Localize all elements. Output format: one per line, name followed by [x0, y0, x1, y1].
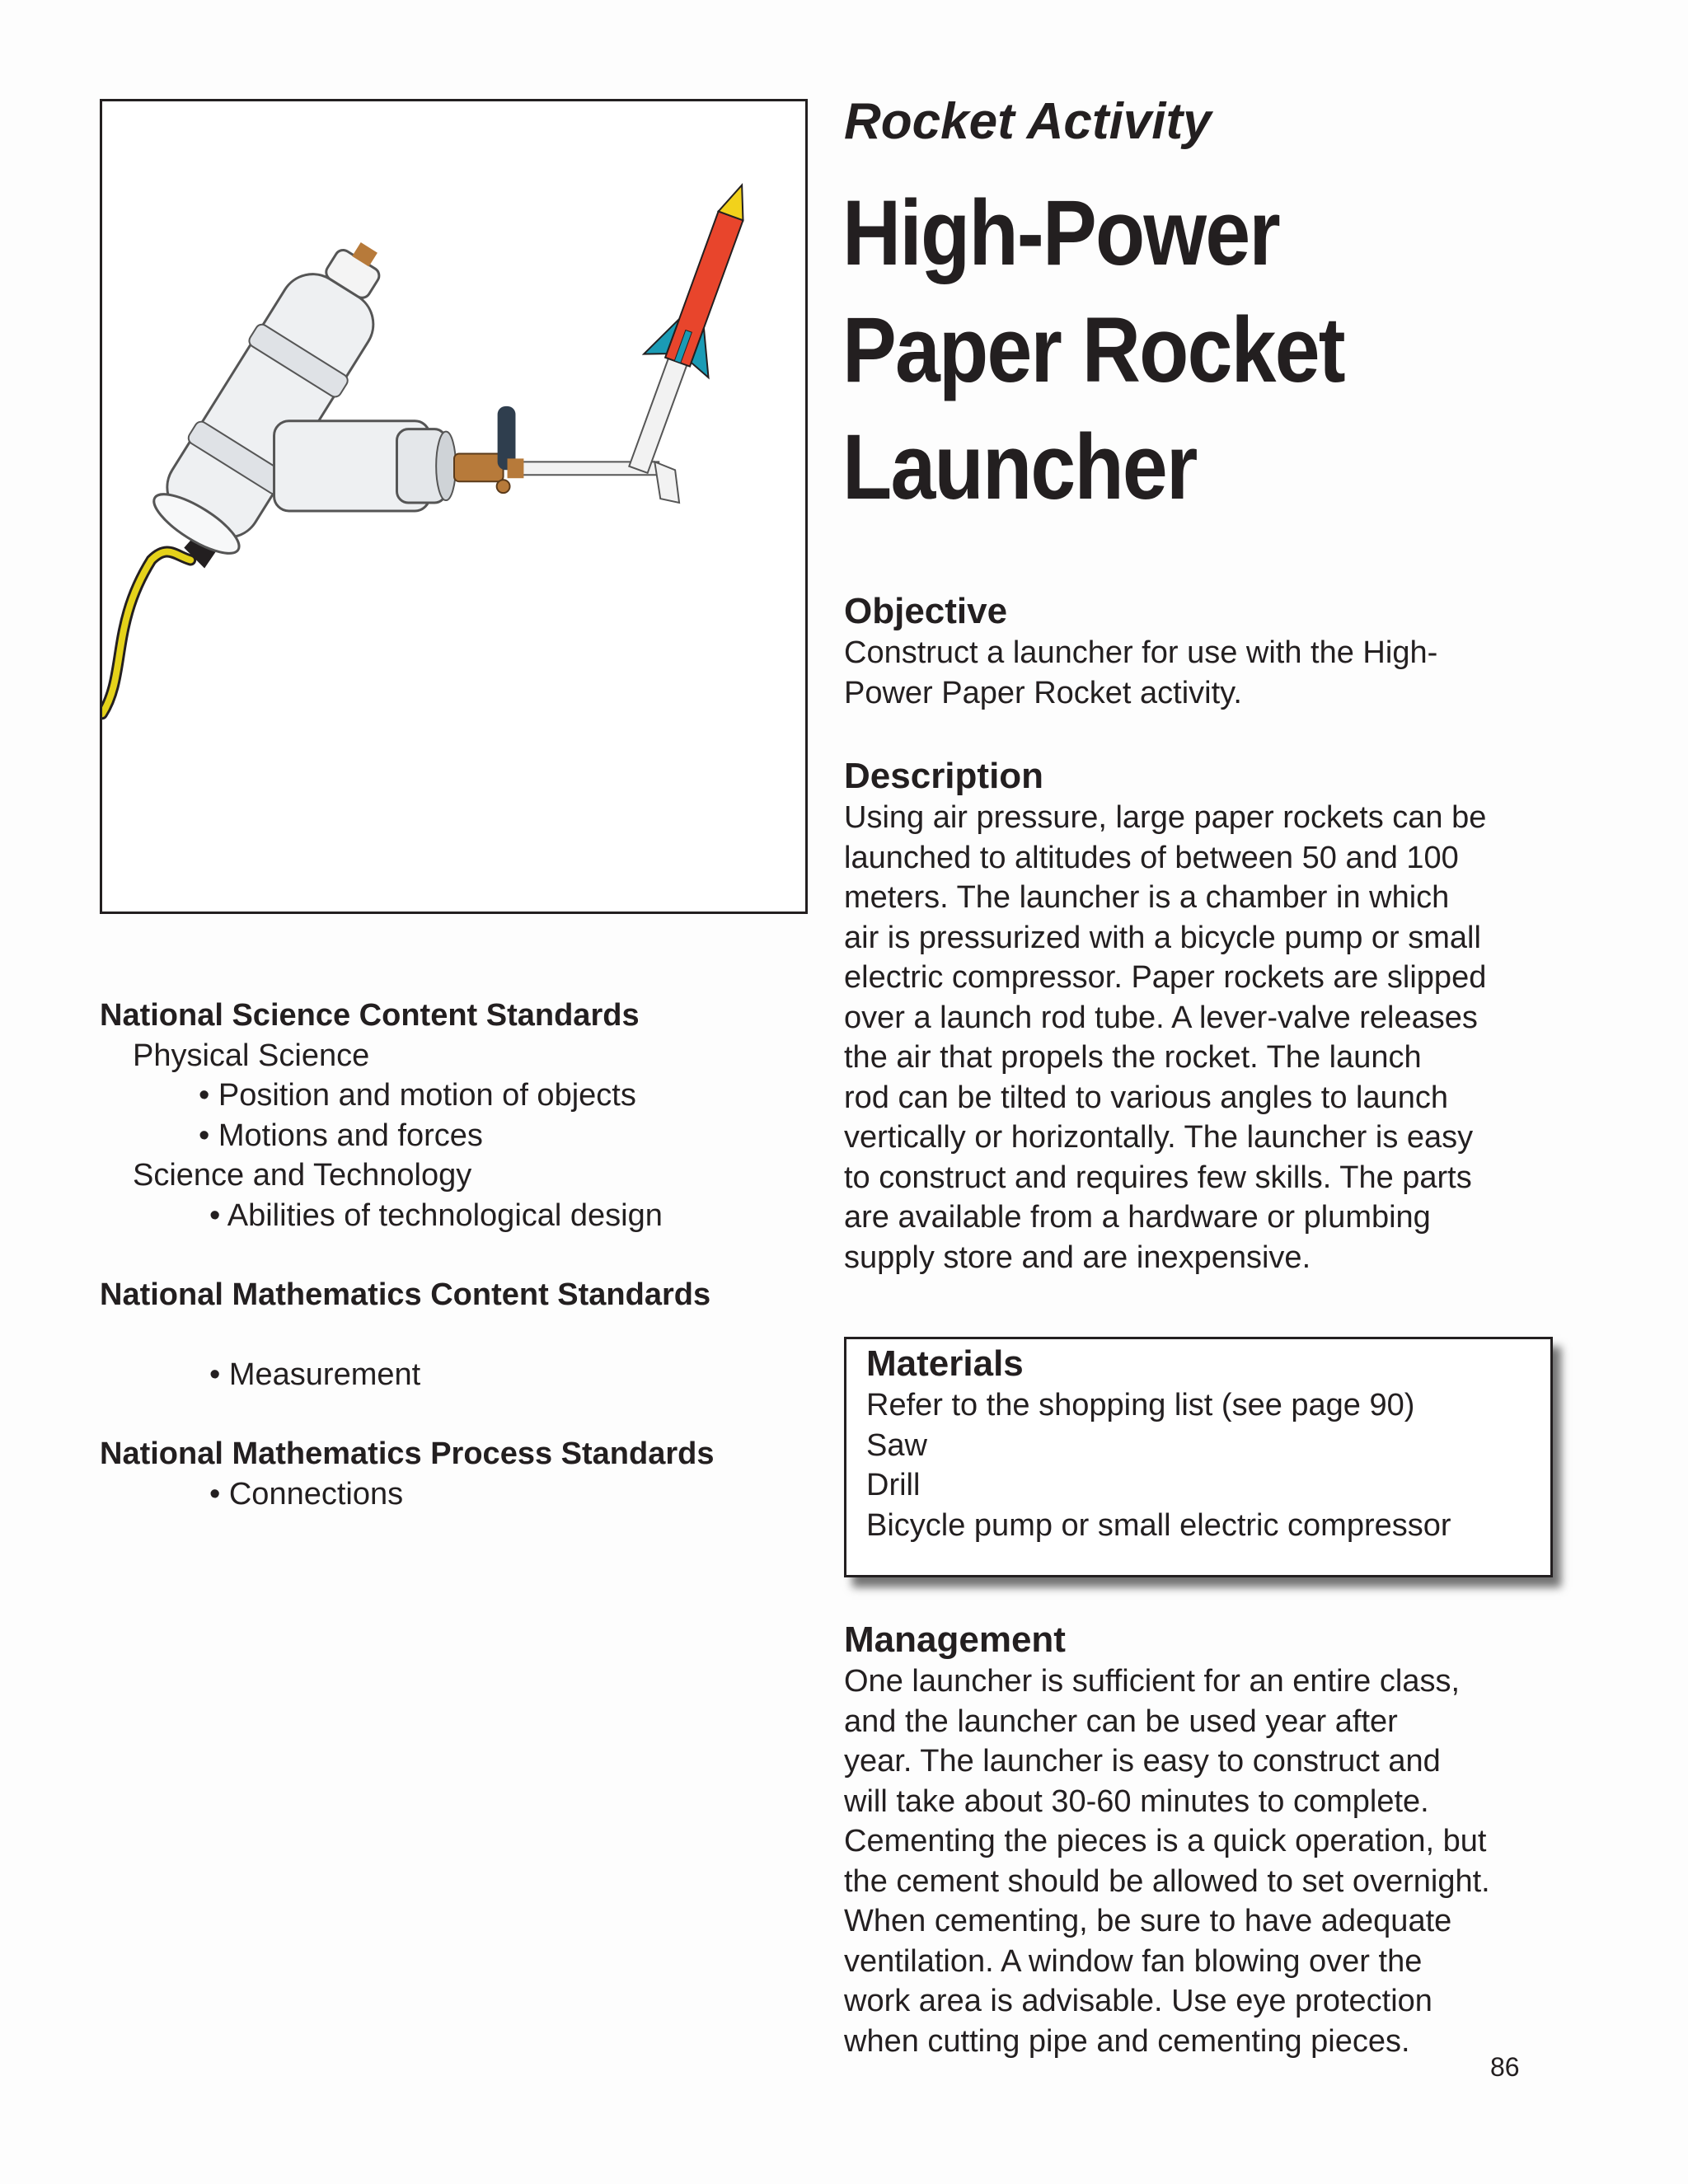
- launcher-illustration: [100, 99, 808, 914]
- materials-heading: Materials: [866, 1343, 1024, 1384]
- physical-science-label: Physical Science: [133, 1038, 370, 1073]
- materials-item: Saw: [866, 1427, 927, 1463]
- standard-item: • Abilities of technological design: [209, 1197, 663, 1233]
- objective-text: Construct a launcher for use with the High- Power Paper Rocket activity.: [844, 635, 1438, 710]
- title-line: Launcher: [842, 415, 1197, 518]
- management-section: [844, 1619, 1569, 2061]
- math-process-heading: National Mathematics Process Standards: [100, 1436, 715, 1471]
- management-text: One launcher is sufficient for an entire class, and the launcher can be used year after year. The launcher is easy to construct and will take about 30-60 minutes to complete. Cementing the pieces is a quick operation, but the cement should be allowed to set overnight. When cementing, be sure to have adequate ventilation. A window fan blowing over the work area is advisable. Use eye protection when cutting pipe and cementing pieces.: [844, 1664, 1490, 2059]
- page-title: [842, 175, 1344, 526]
- title-line: Paper Rocket: [842, 298, 1344, 401]
- page-number: 86: [1490, 2052, 1520, 2082]
- objective-heading: Objective: [844, 591, 1008, 631]
- valve-body: [454, 453, 504, 481]
- math-content-heading: National Mathematics Content Standards: [100, 1277, 711, 1312]
- title-line: High-Power: [842, 181, 1279, 284]
- materials-item: Bicycle pump or small electric compressor: [866, 1507, 1451, 1543]
- standards-list: [100, 996, 809, 1514]
- pressure-chamber: [143, 219, 414, 565]
- science-tech-label: Science and Technology: [133, 1158, 472, 1193]
- management-heading: Management: [844, 1619, 1066, 1660]
- launcher-drawing: [102, 101, 805, 912]
- description-heading: Description: [844, 756, 1044, 796]
- standard-item: • Position and motion of objects: [199, 1078, 636, 1113]
- materials-item: Refer to the shopping list (see page 90): [866, 1388, 1415, 1422]
- description-text: Using air pressure, large paper rockets can be launched to altitudes of between 50 and 100 meters. The launcher is a chamber in which air is pressurized with a bicycle pump or small electric compressor. Paper rockets are slipped over a launch rod tube. A lever-valve releases the air that propels the rocket. The launch rod can be tilted to various angles to launch vertically or horizontally. The launcher is easy to construct and requires few skills. The parts are available from a hardware or plumbing supply store and are inexpensive.: [844, 800, 1487, 1275]
- science-standards-heading: National Science Content Standards: [100, 998, 640, 1033]
- description-section: [844, 755, 1569, 1277]
- rocket: [606, 173, 774, 481]
- standard-item: • Connections: [209, 1476, 404, 1511]
- standard-item: • Motions and forces: [199, 1118, 483, 1153]
- materials-box: [844, 1337, 1553, 1577]
- standard-item: • Measurement: [209, 1357, 421, 1392]
- materials-item: Drill: [866, 1468, 921, 1502]
- activity-kicker: Rocket Activity: [844, 93, 1212, 150]
- objective-section: [844, 590, 1569, 713]
